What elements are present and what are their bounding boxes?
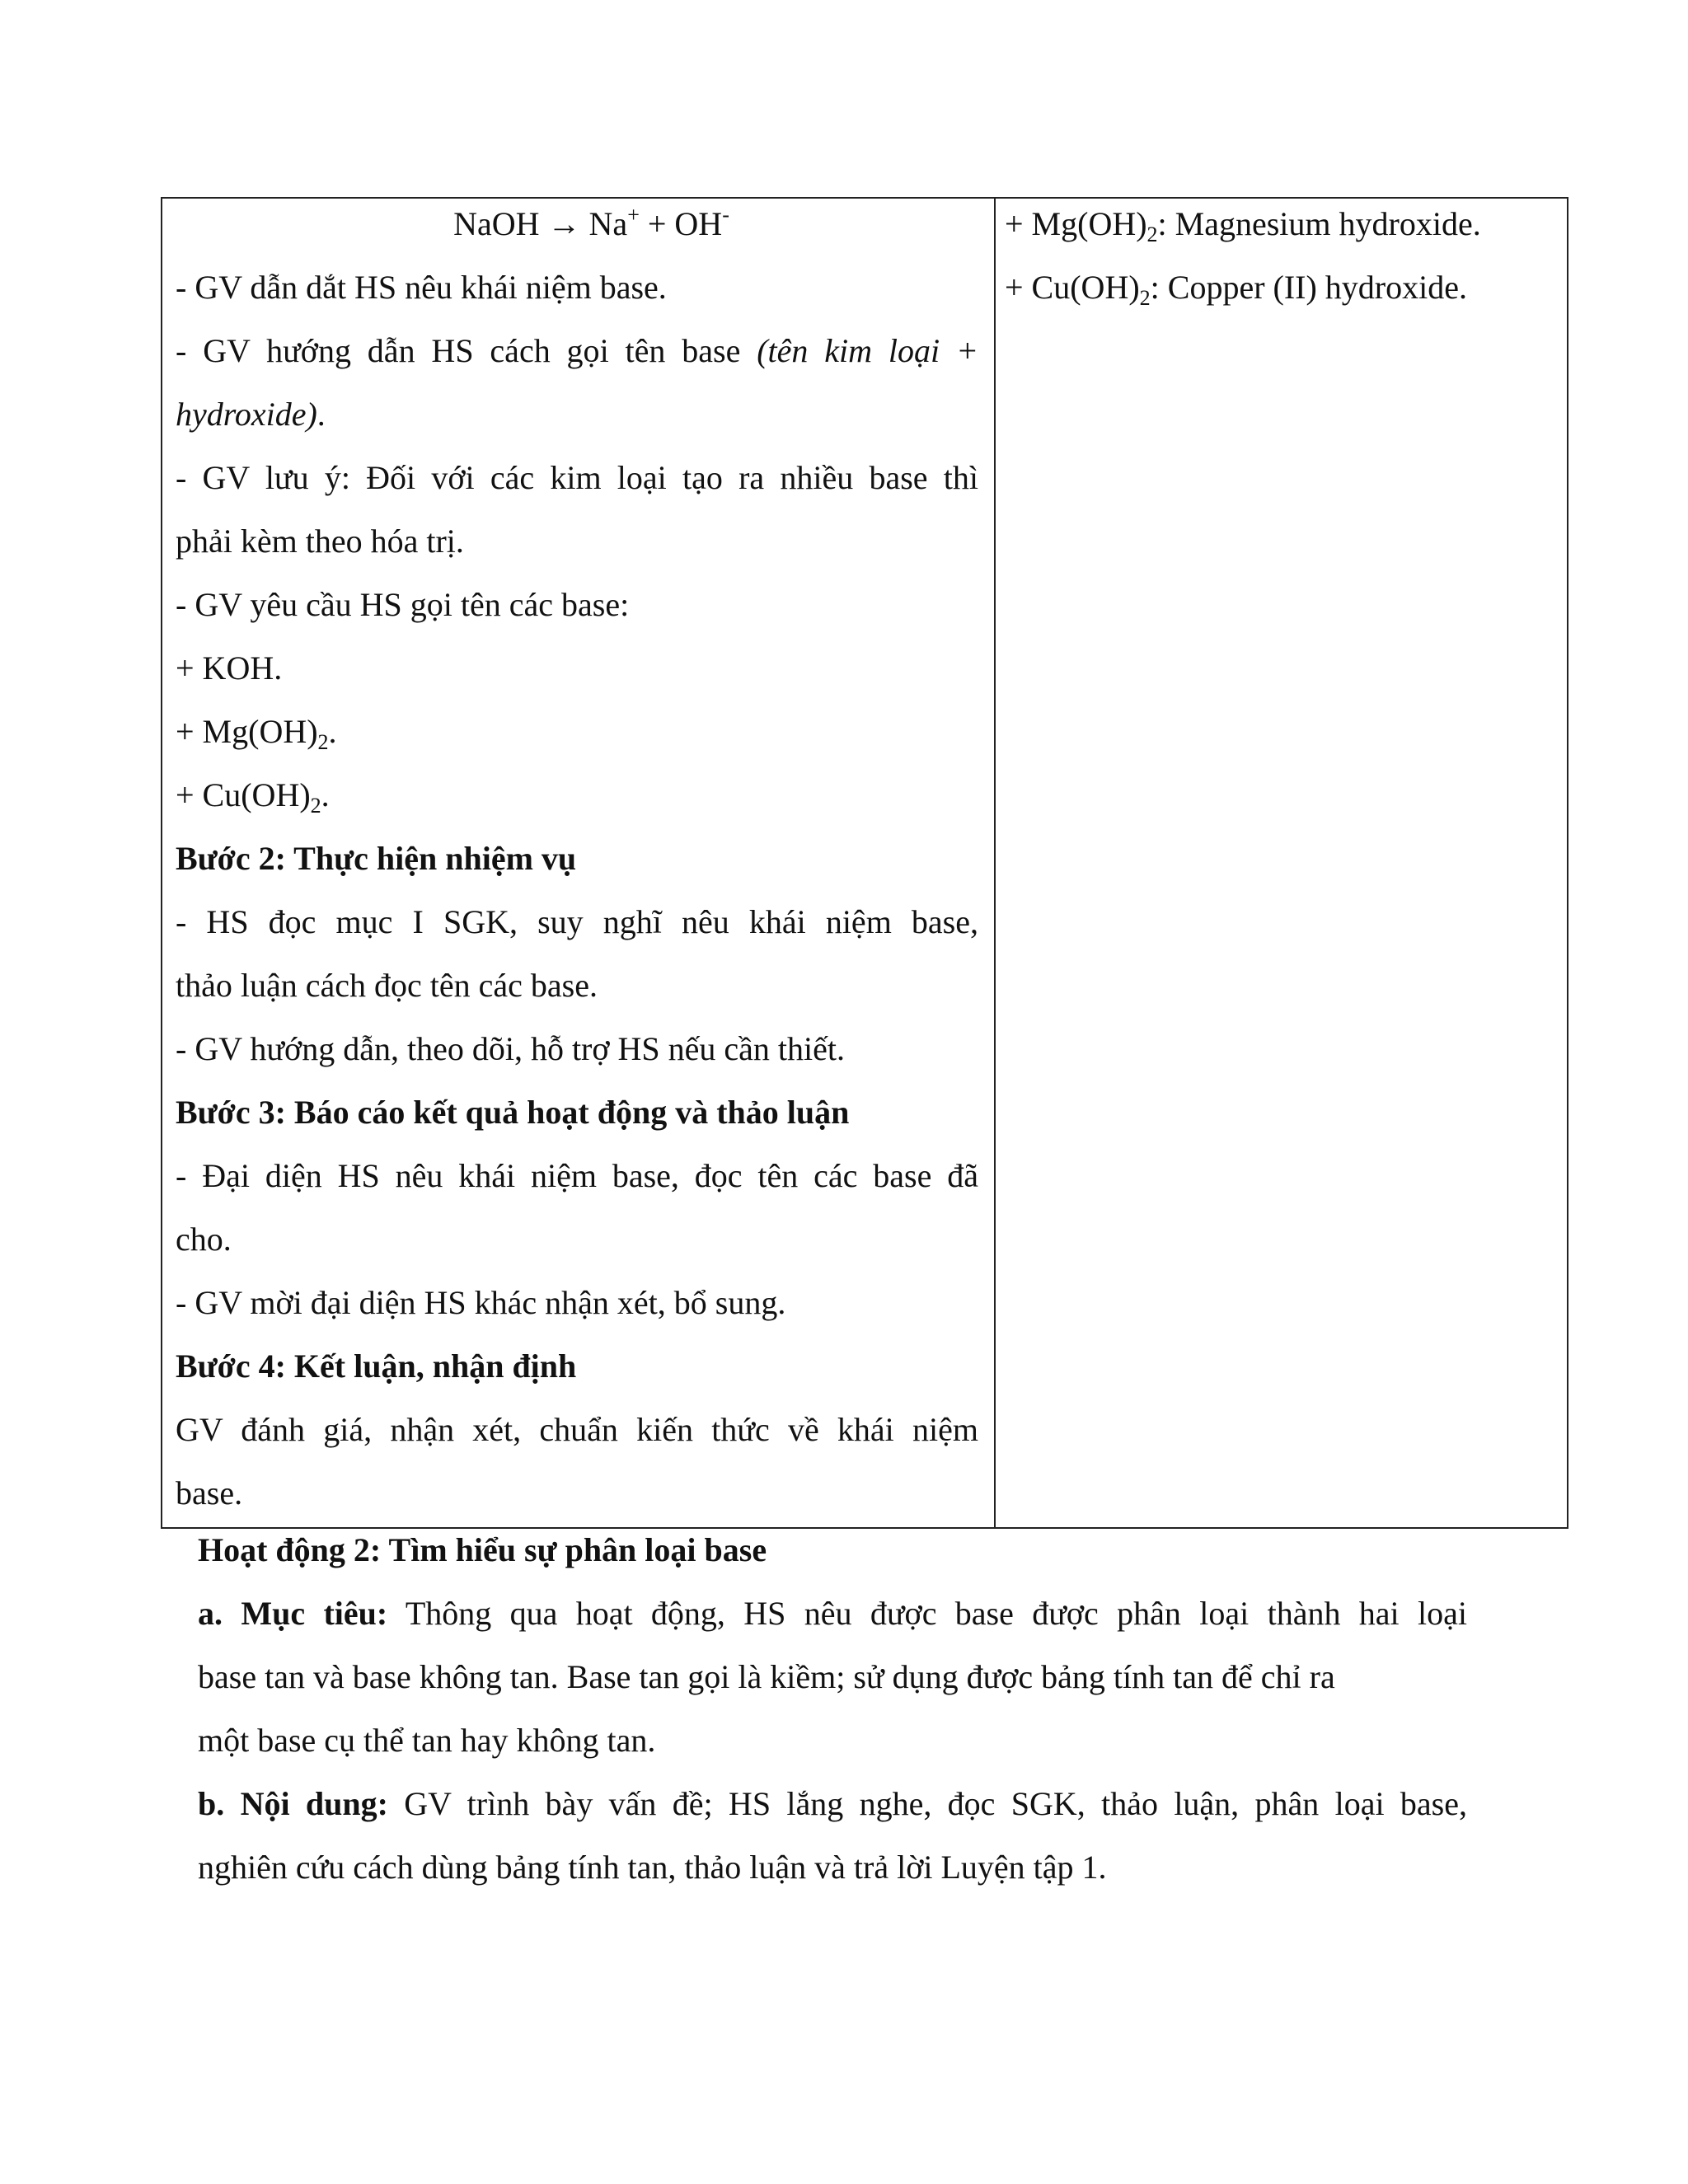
- step-heading: Bước 2: Thực hiện nhiệm vụ: [176, 840, 577, 877]
- text-line: hydroxide).: [176, 396, 326, 433]
- text-line: - GV yêu cầu HS gọi tên các base:: [176, 586, 630, 623]
- text-line: một base cụ thể tan hay không tan.: [198, 1722, 656, 1759]
- text-line: + KOH.: [176, 649, 283, 687]
- text-line: phải kèm theo hóa trị.: [176, 523, 464, 560]
- text-line: a. Mục tiêu: Thông qua hoạt động, HS nêu được base được phân loại thành hai loại: [198, 1595, 1467, 1632]
- text-line: + $Mg(OH)_2$.: [176, 713, 337, 754]
- text-line: - Đại diện HS nêu khái niệm base, đọc tên các base đã: [176, 1157, 978, 1194]
- text-line: GV đánh giá, nhận xét, chuẩn kiến thức về khái niệm: [176, 1411, 978, 1448]
- section-heading: Hoạt động 2: Tìm hiểu sự phân loại base: [198, 1531, 767, 1568]
- text-line: - GV mời đại diện HS khác nhận xét, bổ sung.: [176, 1284, 786, 1321]
- dissociation-equation: NaOH → Na+ + OH-: [453, 203, 729, 242]
- text-line: + $Cu(OH)_2$: Copper (II) hydroxide.: [1005, 269, 1467, 310]
- step-heading: Bước 3: Báo cáo kết quả hoạt động và thảo luận: [176, 1094, 850, 1131]
- text-line: b. Nội dung: GV trình bày vấn đề; HS lắng nghe, đọc SGK, thảo luận, phân loại base,: [198, 1785, 1467, 1822]
- text-line: - GV hướng dẫn HS cách gọi tên base (tên kim loại +: [176, 332, 979, 369]
- text-line: + $Cu(OH)_2$.: [176, 776, 330, 818]
- text-line: thảo luận cách đọc tên các base.: [176, 967, 598, 1004]
- step-heading: Bước 4: Kết luận, nhận định: [176, 1347, 577, 1385]
- column-divider: [994, 199, 996, 1527]
- text-line: - GV hướng dẫn, theo dõi, hỗ trợ HS nếu cần thiết.: [176, 1030, 846, 1067]
- text-line: nghiên cứu cách dùng bảng tính tan, thảo luận và trả lời Luyện tập 1.: [198, 1849, 1107, 1886]
- text-line: + $Mg(OH)_2$: Magnesium hydroxide.: [1005, 205, 1481, 246]
- text-line: - HS đọc mục I SGK, suy nghĩ nêu khái niệm base,: [176, 903, 978, 940]
- text-line: base.: [176, 1474, 243, 1511]
- text-line: base tan và base không tan. Base tan gọi là kiềm; sử dụng được bảng tính tan để chỉ ra: [198, 1658, 1335, 1695]
- text-line: - GV dẫn dắt HS nêu khái niệm base.: [176, 269, 667, 306]
- text-line: cho.: [176, 1221, 232, 1258]
- content-table: [161, 197, 1568, 1529]
- text-line: - GV lưu ý: Đối với các kim loại tạo ra nhiều base thì: [176, 459, 978, 496]
